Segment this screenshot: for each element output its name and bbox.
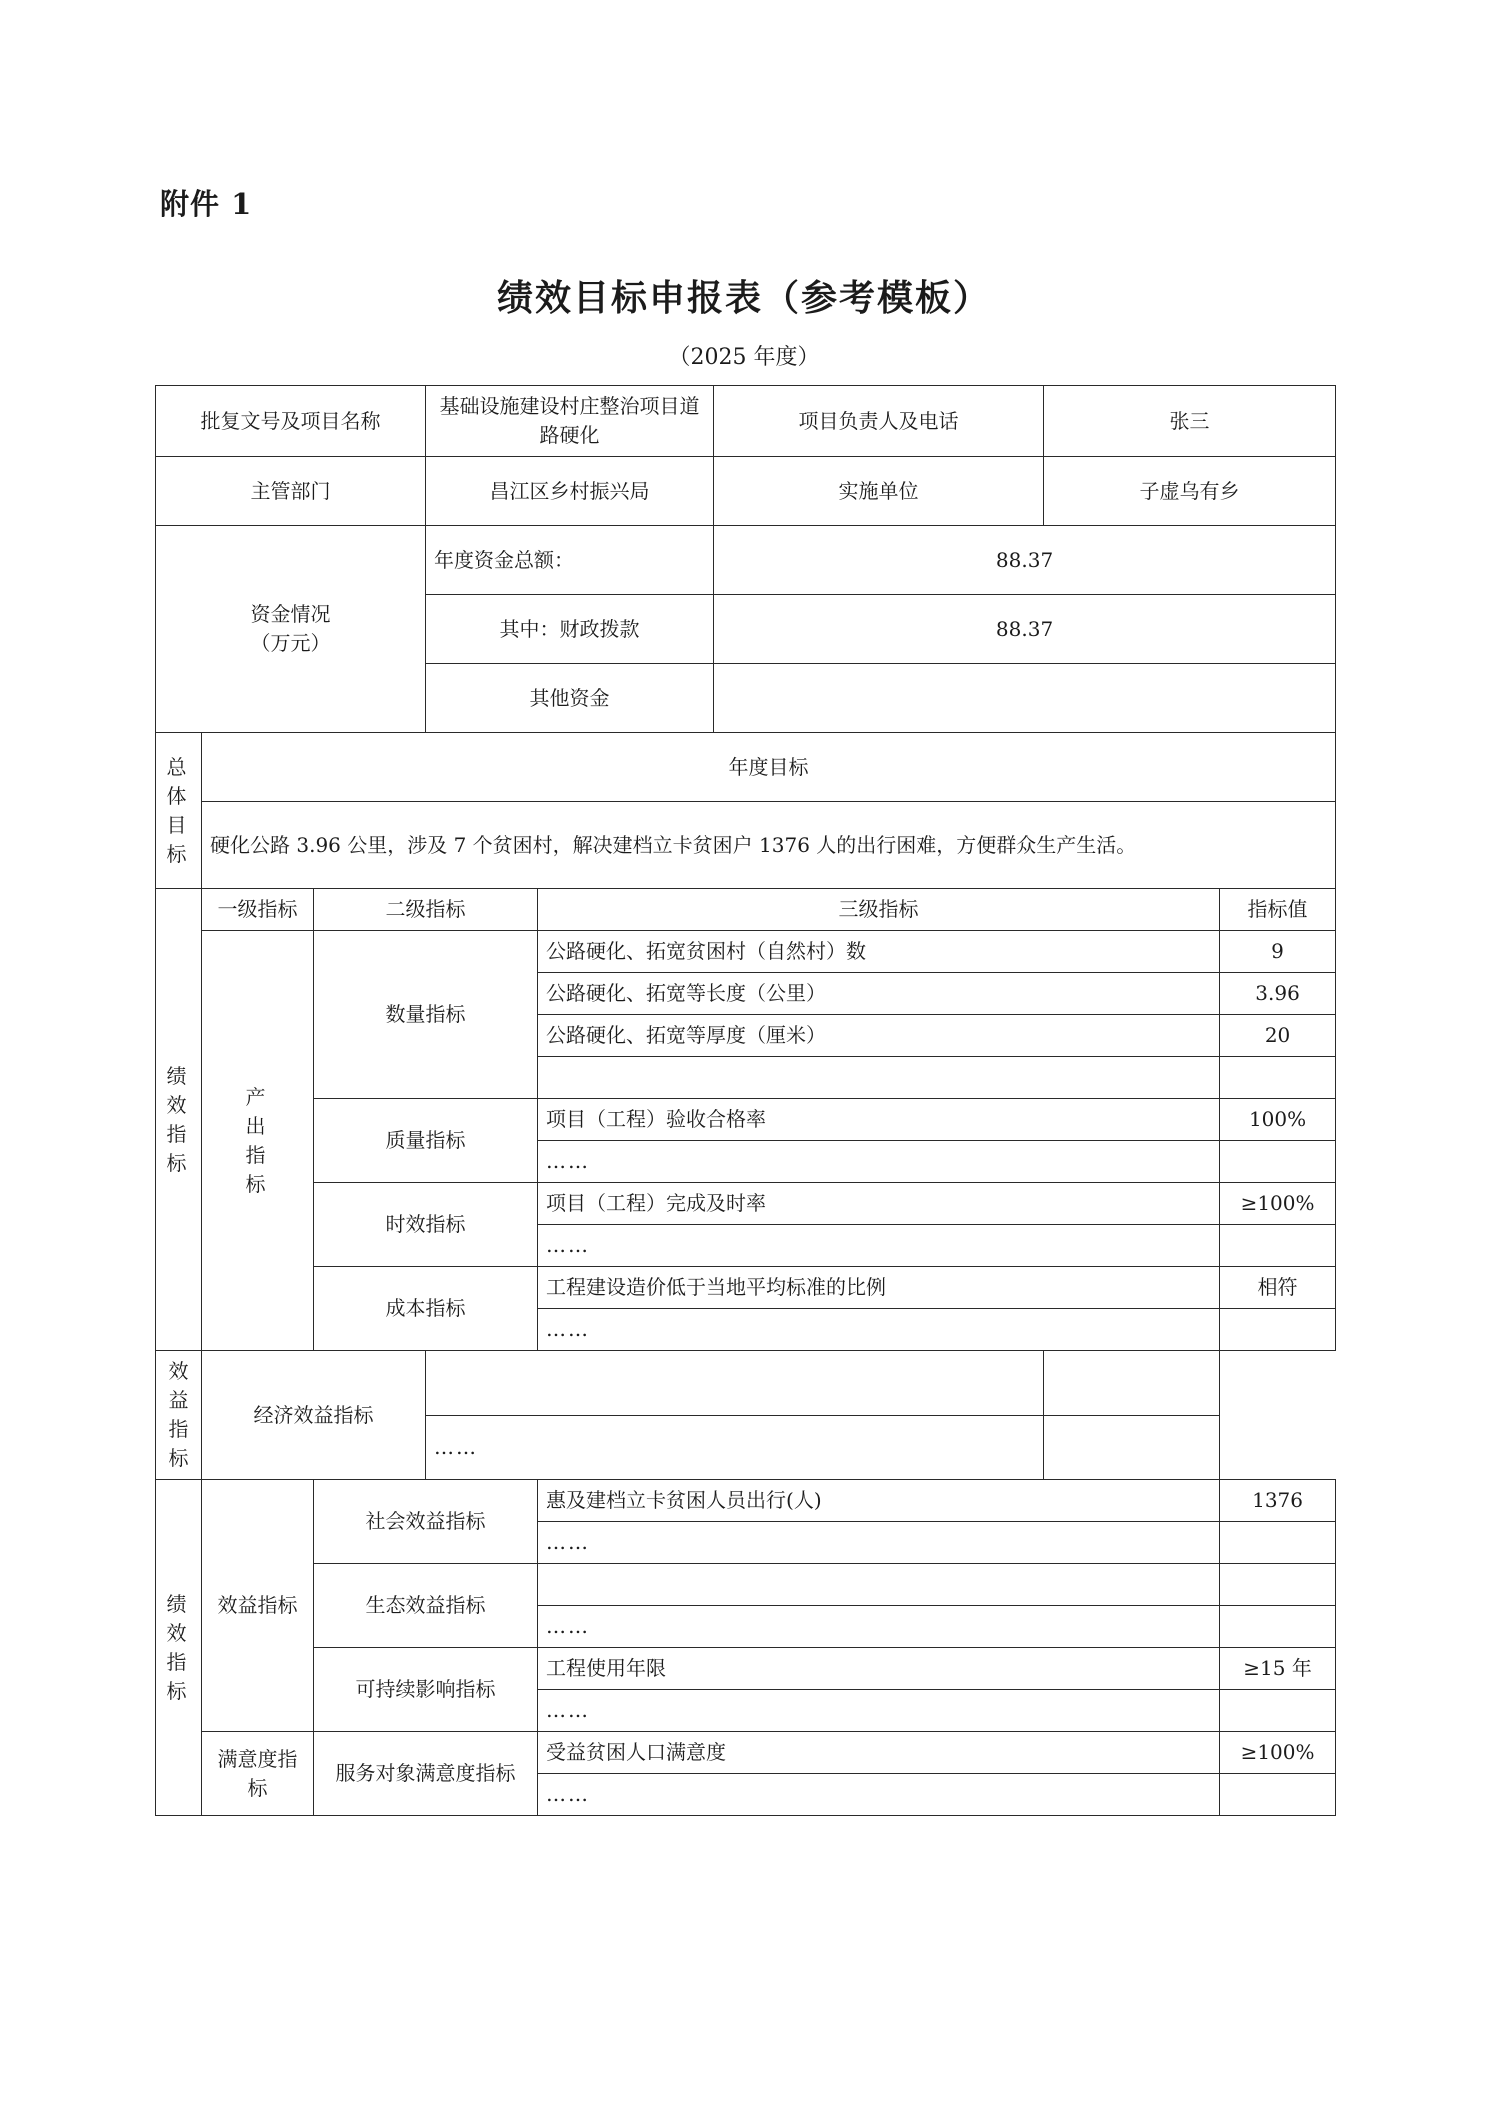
level2-label-social: 社会效益指标	[314, 1480, 538, 1564]
funds-row-value: 88.37	[714, 526, 1336, 595]
funds-row-name: 年度资金总额：	[426, 526, 714, 595]
indicator-value	[1220, 1690, 1336, 1732]
output-indicator-label: 产 出 指 标	[202, 931, 314, 1351]
level3-label	[538, 1564, 1220, 1606]
indicator-value: 相符	[1220, 1267, 1336, 1309]
level3-ellipsis: ……	[538, 1522, 1220, 1564]
level3-ellipsis: ……	[538, 1309, 1220, 1351]
indicator-value: 3.96	[1220, 973, 1336, 1015]
table-row	[156, 1648, 1336, 1690]
table-row	[156, 526, 1336, 595]
page-subtitle: （2025 年度）	[668, 345, 820, 370]
overall-side-label: 总 体 目 标	[156, 733, 202, 889]
performance-target-table	[155, 385, 1336, 1816]
level3-label: 惠及建档立卡贫困人员出行(人)	[538, 1480, 1220, 1522]
indicator-value	[1220, 1606, 1336, 1648]
level3-label: 工程建设造价低于当地平均标准的比例	[538, 1267, 1220, 1309]
funds-row-name: 其他资金	[426, 664, 714, 733]
level3-ellipsis: ……	[538, 1690, 1220, 1732]
indicator-value	[1220, 1141, 1336, 1183]
benefit-indicator-label: 效益指标	[156, 1351, 202, 1480]
funds-row-name: 其中：财政拨款	[426, 595, 714, 664]
table-row	[156, 1267, 1336, 1309]
indicator-value: 20	[1220, 1015, 1336, 1057]
indicator-value	[1220, 1225, 1336, 1267]
approval-label: 批复文号及项目名称	[156, 386, 426, 457]
level3-label	[426, 1351, 1044, 1416]
col-header-value: 指标值	[1220, 889, 1336, 931]
table-row	[156, 733, 1336, 802]
level3-ellipsis: ……	[538, 1225, 1220, 1267]
table-row	[156, 386, 1336, 457]
indicator-value: 100%	[1220, 1099, 1336, 1141]
annual-target-text: 硬化公路 3.96 公里，涉及 7 个贫困村，解决建档立卡贫困户 1376 人的出行困难，方便群众生产生活。	[202, 802, 1336, 889]
level3-label: 公路硬化、拓宽等长度（公里）	[538, 973, 1220, 1015]
indicator-value	[1044, 1415, 1220, 1480]
table-row	[156, 1480, 1336, 1522]
project-name-value: 基础设施建设村庄整治项目道路硬化	[426, 386, 714, 457]
indicator-value	[1220, 1564, 1336, 1606]
unit-value: 子虚乌有乡	[1044, 457, 1336, 526]
level2-label-ecological: 生态效益指标	[314, 1564, 538, 1648]
level2-label-sustainable: 可持续影响指标	[314, 1648, 538, 1732]
funds-row-value	[714, 664, 1336, 733]
annual-target-header: 年度目标	[202, 733, 1336, 802]
level2-label-timeliness: 时效指标	[314, 1183, 538, 1267]
benefit-indicator-label-2: 效益指标	[202, 1480, 314, 1732]
indicator-value: ≥15 年	[1220, 1648, 1336, 1690]
level3-ellipsis: ……	[426, 1415, 1044, 1480]
table-row	[156, 1351, 1336, 1416]
indicator-value: 9	[1220, 931, 1336, 973]
level2-label-service-satisfaction: 服务对象满意度指标	[314, 1732, 538, 1816]
level3-ellipsis: ……	[538, 1141, 1220, 1183]
level3-label: 受益贫困人口满意度	[538, 1732, 1220, 1774]
table-row	[156, 1099, 1336, 1141]
level3-label	[538, 1057, 1220, 1099]
unit-label: 实施单位	[714, 457, 1044, 526]
indicator-value	[1220, 1774, 1336, 1816]
col-header-level1: 一级指标	[202, 889, 314, 931]
level2-label-quantity: 数量指标	[314, 931, 538, 1099]
indicator-value: ≥100%	[1220, 1183, 1336, 1225]
level3-ellipsis: ……	[538, 1606, 1220, 1648]
indicator-value	[1220, 1522, 1336, 1564]
level3-ellipsis: ……	[538, 1774, 1220, 1816]
indicator-value: 1376	[1220, 1480, 1336, 1522]
table-row	[156, 889, 1336, 931]
manager-label: 项目负责人及电话	[714, 386, 1044, 457]
level3-label: 项目（工程）验收合格率	[538, 1099, 1220, 1141]
satisfaction-indicator-label: 满意度指标	[202, 1732, 314, 1816]
level2-label-cost: 成本指标	[314, 1267, 538, 1351]
funds-label	[156, 526, 426, 733]
col-header-level3: 三级指标	[538, 889, 1220, 931]
table-row	[156, 457, 1336, 526]
dept-label: 主管部门	[156, 457, 426, 526]
level3-label: 公路硬化、拓宽等厚度（厘米）	[538, 1015, 1220, 1057]
level3-label: 工程使用年限	[538, 1648, 1220, 1690]
dept-value: 昌江区乡村振兴局	[426, 457, 714, 526]
table-row	[156, 1564, 1336, 1606]
indicator-value	[1220, 1057, 1336, 1099]
level3-label: 公路硬化、拓宽贫困村（自然村）数	[538, 931, 1220, 973]
page-title: 绩效目标申报表（参考模板）	[496, 277, 991, 319]
level3-label: 项目（工程）完成及时率	[538, 1183, 1220, 1225]
manager-value: 张三	[1044, 386, 1336, 457]
funds-row-value: 88.37	[714, 595, 1336, 664]
indicator-side-label-1: 绩 效 指 标	[156, 889, 202, 1351]
col-header-level2: 二级指标	[314, 889, 538, 931]
funds-label-line1: 资金情况	[250, 602, 331, 626]
level2-label-economic: 经济效益指标	[202, 1351, 426, 1480]
attachment-label: 附件 1	[160, 187, 253, 221]
indicator-value	[1044, 1351, 1220, 1416]
indicator-side-label-2: 绩 效 指 标	[156, 1480, 202, 1816]
funds-label-line2: （万元）	[250, 631, 331, 655]
indicator-value	[1220, 1309, 1336, 1351]
table-row	[156, 1183, 1336, 1225]
table-row	[156, 802, 1336, 889]
indicator-value: ≥100%	[1220, 1732, 1336, 1774]
table-row	[156, 931, 1336, 973]
table-row	[156, 1732, 1336, 1774]
level2-label-quality: 质量指标	[314, 1099, 538, 1183]
